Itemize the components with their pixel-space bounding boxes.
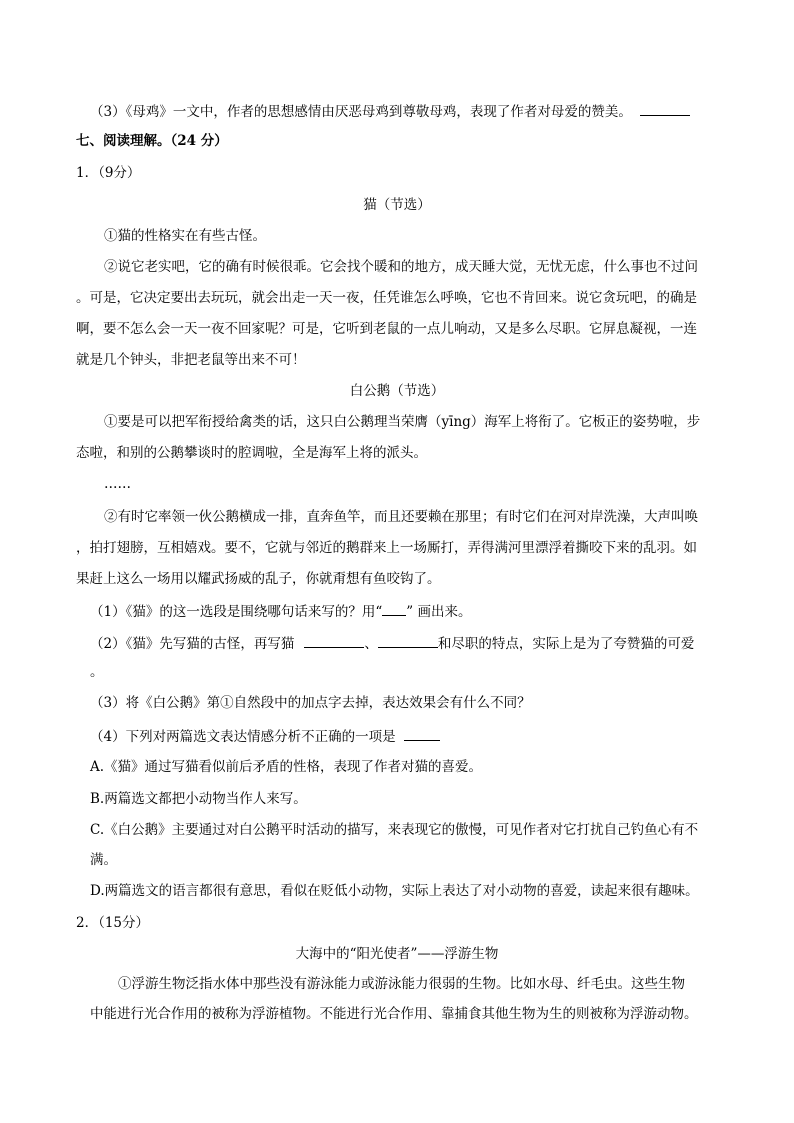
option-c-line-1: C.《白公鹅》主要通过对白公鹅平时活动的描写，来表现它的傲慢，可见作者对它打扰自己钓鱼心有不 xyxy=(90,822,699,838)
sub-question-1-tail: ” 画出来。 xyxy=(406,604,472,620)
sub-question-1-text: （1）《猫》的这一选段是围绕哪句话来写的？用“ xyxy=(90,604,383,620)
separator: 、 xyxy=(364,636,378,652)
sub-question-4-text: （4）下列对两篇选文表达情感分析不正确的一项是 xyxy=(90,729,396,745)
goose-paragraph-2-line-2: ，拍打翅膀，互相嬉戏。要不，它就与邻近的鹅群来上一场厮打，弄得满河里漂浮着撕咬下来的乱羽。如 xyxy=(76,540,697,556)
option-d: D.两篇选文的语言都很有意思，看似在贬低小动物，实际上表达了对小动物的喜爱，读起来很有趣味。 xyxy=(90,883,699,899)
cat-paragraph-2-line-2: 。可是，它决定要出去玩玩，就会出走一天一夜，任凭谁怎么呼唤，它也不肯回来。说它贪玩吧，的确是 xyxy=(76,290,697,306)
plankton-paragraph-1-line-2: 中能进行光合作用的被称为浮游植物。不能进行光合作用、靠捕食其他生物为生的则被称为浮游动物。 xyxy=(90,1006,698,1022)
question-1-number: 1．（9分） xyxy=(76,165,141,181)
passage-title-goose: 白公鹅（节选） xyxy=(349,383,445,399)
section-title: 七、阅读理解。（24 分） xyxy=(76,133,228,149)
underline-sample xyxy=(382,601,406,616)
sub-question-1 xyxy=(90,601,471,621)
question-3-line xyxy=(90,101,690,121)
option-a: A.《猫》通过写猫看似前后矛盾的性格，表现了作者对猫的喜爱。 xyxy=(90,759,483,775)
question-2-number: 2．（15分） xyxy=(76,915,150,931)
question-3-text: （3）《母鸡》一文中，作者的思想感情由厌恶母鸡到尊敬母鸡，表现了作者对母爱的赞美。 xyxy=(90,104,632,120)
passage-title-plankton: 大海中的“阳光使者”——浮游生物 xyxy=(295,946,499,962)
option-c-line-2: 满。 xyxy=(90,852,117,868)
cat-paragraph-2-line-1: ②说它老实吧，它的确有时候很乖。它会找个暖和的地方，成天睡大觉，无忧无虑，什么事也不过问 xyxy=(104,259,698,275)
answer-blank[interactable] xyxy=(640,101,690,116)
plankton-paragraph-1-line-1: ①浮游生物泛指水体中那些没有游泳能力或游泳能力很弱的生物。比如水母、纤毛虫。这些生物 xyxy=(118,976,685,992)
cat-paragraph-2-line-4: 就是几个钟头，非把老鼠等出来不可！ xyxy=(76,352,306,368)
sub-question-2 xyxy=(90,633,694,653)
answer-blank[interactable] xyxy=(404,726,440,741)
goose-paragraph-1-line-1: ①要是可以把军衔授给禽类的话，这只白公鹅理当荣膺（yīng）海军上将衔了。它板正的姿势啦，步 xyxy=(104,414,701,430)
sub-question-2-tail: 和尽职的特点，实际上是为了夸赞猫的可爱 xyxy=(437,636,695,652)
cat-paragraph-1: ①猫的性格实在有些古怪。 xyxy=(104,228,266,244)
cat-paragraph-2-line-3: 啊，要不怎么会一天一夜不回家呢？可是，它听到老鼠的一点儿响动，又是多么尽职。它屏息凝视，一连 xyxy=(76,321,697,337)
goose-paragraph-2-line-3: 果赶上这么一场用以耀武扬威的乱子，你就甭想有鱼咬钩了。 xyxy=(76,571,441,587)
sub-question-2-text: （2）《猫》先写猫的古怪，再写猫 xyxy=(90,636,295,652)
ellipsis: …… xyxy=(104,476,131,492)
sub-question-3: （3）将《白公鹅》第①自然段中的加点字去掉，表达效果会有什么不同？ xyxy=(90,695,531,711)
goose-paragraph-2-line-1: ②有时它率领一伙公鹅横成一排，直奔鱼竿，而且还要赖在那里；有时它们在河对岸洗澡，大声叫唤 xyxy=(104,509,698,525)
answer-blank[interactable] xyxy=(378,633,438,648)
goose-paragraph-1-line-2: 态啦，和别的公鹅攀谈时的腔调啦，全是海军上将的派头。 xyxy=(76,445,427,461)
sub-question-2-end: 。 xyxy=(90,664,104,680)
answer-blank[interactable] xyxy=(304,633,364,648)
sub-question-4 xyxy=(90,726,440,746)
passage-title-cat: 猫（节选） xyxy=(363,197,431,213)
option-b: B.两篇选文都把小动物当作人来写。 xyxy=(90,791,307,807)
